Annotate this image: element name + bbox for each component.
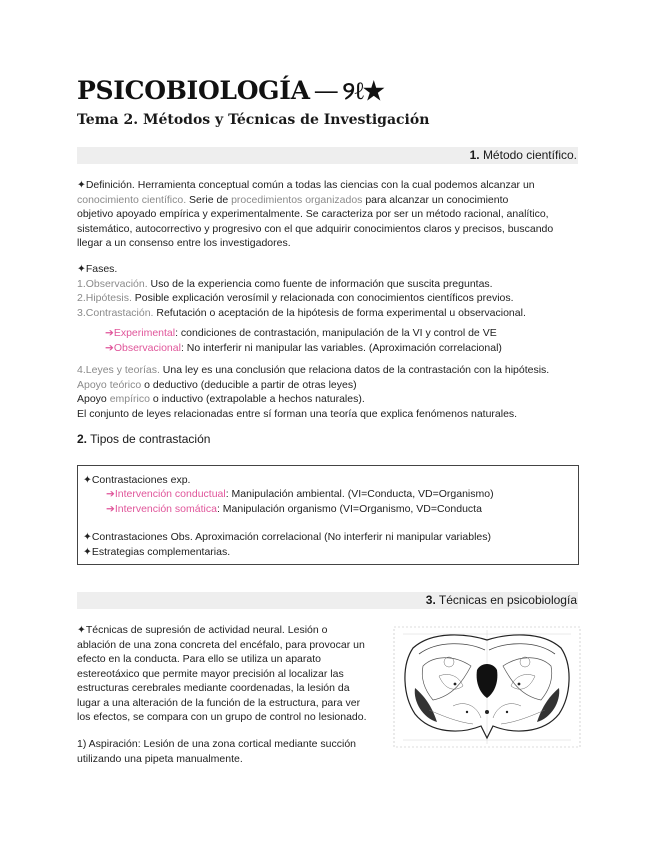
page-subtitle: Tema 2. Métodos y Técnicas de Investigación (77, 112, 430, 128)
definicion-line-5: llegar a un consenso entre los investigadores. (77, 237, 291, 249)
fase-4 (77, 363, 577, 378)
section-1-number: 1. (469, 148, 480, 162)
apoyo-2-term: empírico (109, 393, 150, 405)
tecnicas-line-4: estereotáxico que permite mayor precisión al localizar las (77, 667, 344, 680)
apoyo-1-text: o deductivo (deducible a partir de otras leyes) (141, 378, 357, 391)
box-item-estrategias: Estrategias complementarias. (91, 545, 231, 558)
conjunto-leyes: El conjunto de leyes relacionadas entre sí forman una teoría que explica fenómenos naturales. (77, 407, 518, 420)
fase-2-text: Posible explicación verosímil y relacionada con conocimientos científicos previos. (131, 292, 514, 304)
experimental-term: Experimental (113, 327, 176, 339)
observacional-text: : No interferir ni manipular las variables. (Aproximación correlacional) (180, 341, 502, 354)
sub-observacional (105, 341, 575, 356)
fase-4-number: 4. (77, 364, 86, 376)
fase-3-name: Contrastación. (85, 306, 154, 319)
definicion-line-3: objetivo apoyado empírica y experimentalmente. Se caracteriza por ser un método racional, analítico, (77, 208, 549, 220)
section-2-heading (77, 432, 210, 446)
tecnicas-line-6: lugar a una alteración de la función de la estructura, para ver (77, 696, 361, 709)
definicion-line-1: Herramienta conceptual común a todas las ciencias con la cual podemos alcanzar un (134, 179, 535, 191)
box-item-obs: Contrastaciones Obs. Aproximación correlacional (No interferir ni manipular variables) (91, 531, 491, 543)
fase-1-text: Uso de la experiencia como fuente de información que suscita preguntas. (147, 277, 493, 290)
fase-1 (77, 277, 577, 292)
somatica-term: Intervención somática (114, 502, 217, 515)
bullet-icon: ✦ (77, 179, 86, 191)
arrow-right-icon: ➔ (106, 502, 115, 515)
fase-4-text: Una ley es una conclusión que relaciona datos de la contrastación con la hipótesis. (159, 364, 550, 376)
section-3-title: Técnicas en psicobiología (438, 593, 577, 607)
section-3-number: 3. (425, 593, 436, 607)
aspiracion-paragraph (77, 737, 387, 766)
bullet-icon: ✦ (77, 263, 86, 275)
tecnicas-line-1: Técnicas de supresión de actividad neural. Lesión o (85, 624, 328, 636)
tecnicas-line-7: los efectos, se compara con un grupo de control no lesionado. (77, 711, 367, 723)
bullet-icon: ✦ (83, 474, 92, 486)
fase-1-number: 1. (77, 277, 86, 290)
definicion-line-2a: Serie de (186, 193, 232, 206)
section-1-header (77, 147, 578, 164)
title-mark: ୨ℓ★ (342, 76, 384, 105)
somatica-text: : Manipulación organismo (VI=Organismo, VD=Conducta (216, 502, 482, 515)
definicion-line-4: sistemático, autocorrectivo y progresivo con el que adquirir conocimientos claros y precisos, buscando (77, 222, 554, 235)
definicion-label: Definición. (85, 179, 135, 191)
box-item-exp: Contrastaciones exp. (91, 474, 191, 486)
tecnicas-line-2: ablación de una zona concreta del encéfalo, para provocar un (77, 638, 365, 651)
conductual-text: : Manipulación ambiental. (VI=Conducta, VD=Organismo) (225, 488, 494, 500)
bullet-icon: ✦ (83, 545, 92, 558)
apoyo-empirico (77, 392, 577, 407)
apoyo-2-prefix: Apoyo (77, 393, 110, 405)
fase-3 (77, 306, 577, 321)
section-1-title: Método científico. (482, 148, 577, 162)
fase-1-name: Observación. (85, 277, 148, 290)
fase-2-number: 2. (77, 292, 86, 304)
apoyo-1-term: teórico (109, 378, 142, 391)
conductual-term: Intervención conductual (114, 488, 226, 500)
fases-list (77, 262, 577, 320)
title-text: PSICOBIOLOGÍA (77, 76, 310, 105)
bullet-icon: ✦ (77, 624, 86, 636)
fase-3-text: Refutación o aceptación de la hipótesis de forma experimental u observacional. (153, 306, 526, 319)
tecnicas-line-5: estructuras cerebrales mediante coordenadas, la lesión da (77, 682, 350, 694)
bullet-icon: ✦ (83, 531, 92, 543)
section-2-number: 2. (77, 432, 88, 446)
sub-experimental (105, 326, 575, 341)
arrow-right-icon: ➔ (105, 327, 114, 339)
contrastacion-box (77, 465, 579, 565)
fase-2-name: Hipótesis. (85, 292, 132, 304)
fase-3-number: 3. (77, 306, 86, 319)
arrow-right-icon: ➔ (105, 341, 114, 354)
definicion-term-2: procedimientos organizados (231, 193, 363, 206)
definicion-term-1: conocimiento científico. (77, 193, 187, 206)
fase-4-name: Leyes y teorías. (85, 364, 160, 376)
contrastacion-sublist (105, 326, 575, 355)
definicion-line-2b: para alcanzar un conocimiento (362, 193, 509, 206)
observacional-term: Observacional (113, 341, 181, 354)
section-2-title: Tipos de contrastación (90, 432, 211, 446)
aspiracion-line-1: 1) Aspiración: Lesión de una zona cortical mediante succión (77, 738, 356, 750)
fases-label: Fases. (85, 263, 118, 275)
experimental-text: : condiciones de contrastación, manipulación de la VI y control de VE (175, 327, 497, 339)
fase-2 (77, 291, 577, 306)
definicion-paragraph (77, 178, 577, 251)
arrow-right-icon: ➔ (106, 488, 115, 500)
title-dash: — (313, 76, 339, 105)
aspiracion-line-2: utilizando una pipeta manualmente. (77, 752, 243, 765)
apoyo-1-prefix: Apoyo (77, 378, 110, 391)
brain-atlas-figure (393, 626, 581, 748)
apoyo-teorico (77, 378, 577, 393)
section-3-header (77, 592, 578, 609)
apoyo-2-text: o inductivo (extrapolable a hechos naturales). (149, 393, 365, 405)
page-title (77, 76, 384, 106)
leyes-paragraph (77, 363, 577, 421)
tecnicas-line-3: efecto en la conducta. Para ello se utiliza un aparato (77, 653, 321, 665)
tecnicas-paragraph (77, 623, 382, 725)
